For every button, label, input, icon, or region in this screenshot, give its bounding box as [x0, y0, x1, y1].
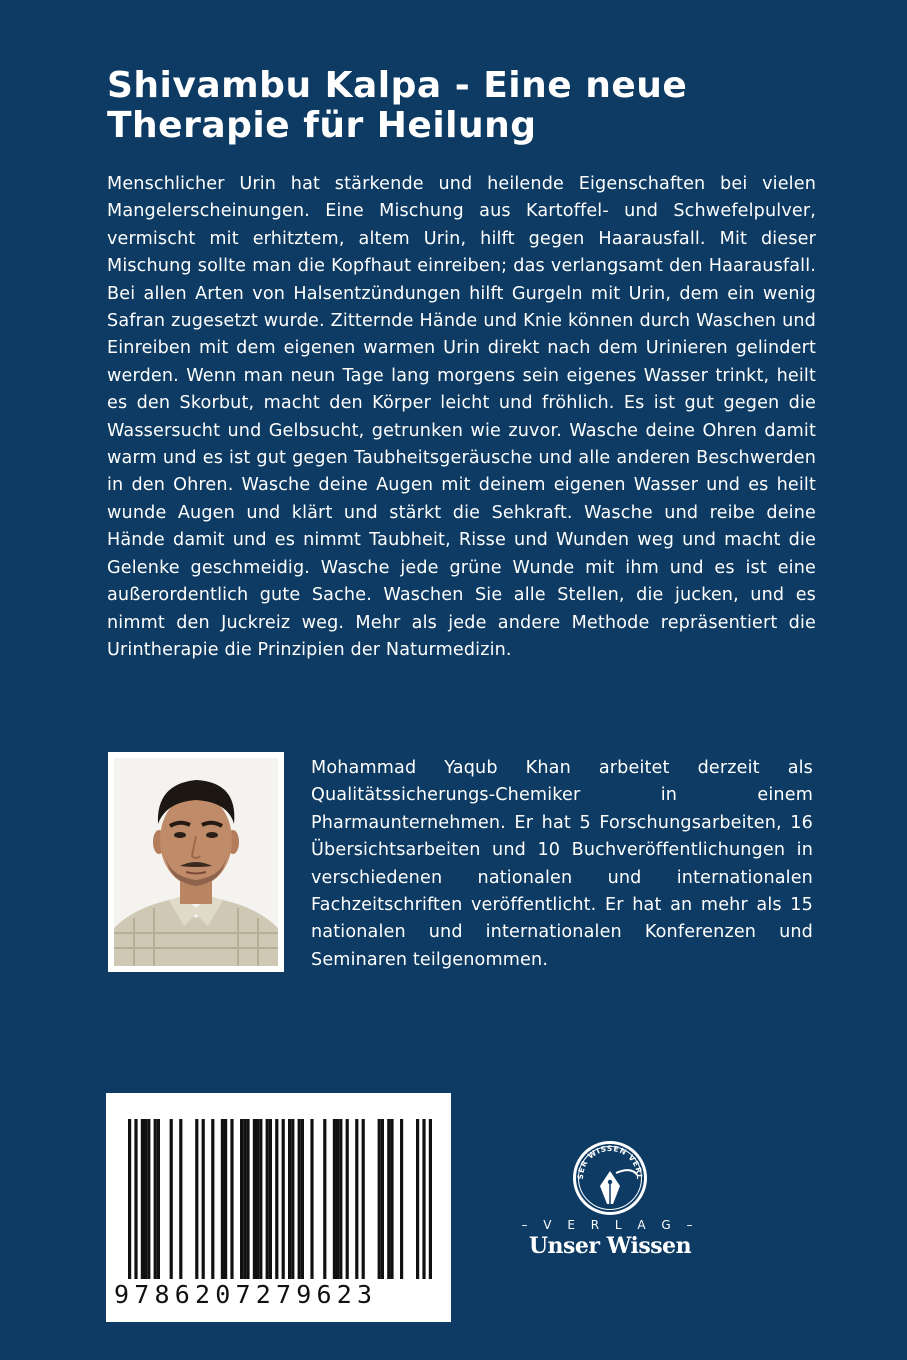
- author-portrait-icon: [114, 758, 278, 966]
- barcode-bar: [240, 1119, 243, 1279]
- book-title: [107, 66, 807, 146]
- barcode-bar: [224, 1119, 227, 1279]
- barcode-bar: [243, 1119, 246, 1279]
- barcode-bar: [259, 1119, 262, 1279]
- barcode-bar: [282, 1119, 285, 1279]
- barcode-bar: [422, 1119, 425, 1279]
- barcode-bar: [429, 1119, 432, 1279]
- barcode-bar: [336, 1119, 339, 1279]
- barcode-bar: [253, 1119, 256, 1279]
- publisher-logo: [520, 1138, 700, 1268]
- barcode-bar: [310, 1119, 313, 1279]
- barcode-bar: [211, 1119, 214, 1279]
- barcode-bar: [269, 1119, 272, 1279]
- barcode-bar: [381, 1119, 384, 1279]
- barcode-bar: [275, 1119, 278, 1279]
- barcode-bar: [134, 1119, 137, 1279]
- barcode-bar: [333, 1119, 336, 1279]
- barcode-bar: [298, 1119, 301, 1279]
- publisher-seal-text: SER WISSEN VERL: [575, 1143, 645, 1181]
- publisher-name: Unser Wissen: [528, 1233, 692, 1259]
- barcode-bar: [230, 1119, 233, 1279]
- isbn-digits: 9786207279623: [114, 1280, 378, 1309]
- barcode-bar: [141, 1119, 144, 1279]
- author-bio: Mohammad Yaqub Khan arbeitet derzeit als Qualitätssicherungs-Chemiker in einem Pharmaunternehmen. Er hat 5 Forschungsarbeiten, 16 Übersichtsarbeiten und 10 Buchveröffentlichungen in verschiedenen nationalen und internationalen Fachzeitschriften veröffentlicht. Er hat an mehr als 15 nationalen und internationalen Konferenzen und Seminaren teilgenommen.: [311, 758, 813, 970]
- barcode-bar: [179, 1119, 182, 1279]
- barcode-bar: [378, 1119, 381, 1279]
- barcode-bar: [362, 1119, 365, 1279]
- barcode-bar: [144, 1119, 147, 1279]
- isbn-barcode: [106, 1093, 451, 1322]
- barcode-bar: [346, 1119, 349, 1279]
- barcode-bar: [157, 1119, 160, 1279]
- barcode-bar: [170, 1119, 173, 1279]
- barcode-bar: [266, 1119, 269, 1279]
- book-description: Menschlicher Urin hat stärkende und heilende Eigenschaften bei vielen Mangelerscheinungen. Eine Mischung aus Kartoffel- und Schwefelpulver, vermischt mit erhitztem, altem Urin, hilft gegen Haarausfall. Mit dieser Mischung sollte man die Kopfhaut einreiben; das verlangsamt den Haarausfall. Bei allen Arten von Halsentzündungen hilft Gurgeln mit Urin, dem ein wenig Safran zugesetzt wurde. Zitternde Hände und Knie können durch Waschen und Einreiben mit dem eigenen warmen Urin direkt nach dem Urinieren gelindert werden. Wenn man neun Tage lang morgens sein eigenes Wasser trinkt, heilt es den Skorbut, macht den Körper leicht und fröhlich. Es ist gut gegen die Wassersucht und Gelbsucht, getrunken wie zuvor. Wasche deine Ohren damit warm und es ist gut gegen Taubheitsgeräusche und alle anderen Beschwerden in den Ohren. Wasche deine Augen mit deinem eigenen Wasser und es heilt wunde Augen und klärt und stärkt die Sehkraft. Wasche und reibe deine Hände damit und es nimmt Taubheit, Risse und Wunden weg und macht die Gelenke geschmeidig. Wasche jede grüne Wunde mit ihm und es ist eine außerordentlich gute Sache. Waschen Sie alle Stellen, die jucken, und es nimmt den Juckreiz weg. Mehr als jede andere Methode repräsentiert die Urintherapie die Prinzipien der Naturmedizin.: [107, 174, 816, 660]
- barcode-bar: [128, 1119, 131, 1279]
- barcode-bar: [387, 1119, 390, 1279]
- barcode-bar: [221, 1119, 224, 1279]
- barcode-bar: [195, 1119, 198, 1279]
- barcode-bar: [147, 1119, 150, 1279]
- barcode-bar: [390, 1119, 393, 1279]
- barcode-bar: [288, 1119, 291, 1279]
- book-title-line-2: Therapie für Heilung: [107, 105, 537, 146]
- barcode-bar: [416, 1119, 419, 1279]
- barcode-bar: [301, 1119, 304, 1279]
- publisher-verlag-label: – V E R L A G –: [521, 1218, 699, 1232]
- fountain-pen-nib-icon: [520, 1138, 700, 1218]
- barcode-bar: [246, 1119, 249, 1279]
- author-photo: [108, 752, 284, 972]
- barcode-bar: [400, 1119, 403, 1279]
- barcode-bar: [256, 1119, 259, 1279]
- barcode-bar: [355, 1119, 358, 1279]
- book-title-line-1: Shivambu Kalpa - Eine neue: [107, 65, 688, 106]
- barcode-bar: [202, 1119, 205, 1279]
- barcode-bar: [154, 1119, 157, 1279]
- barcode-bar: [339, 1119, 342, 1279]
- barcode-bar: [291, 1119, 294, 1279]
- barcode-bar: [323, 1119, 326, 1279]
